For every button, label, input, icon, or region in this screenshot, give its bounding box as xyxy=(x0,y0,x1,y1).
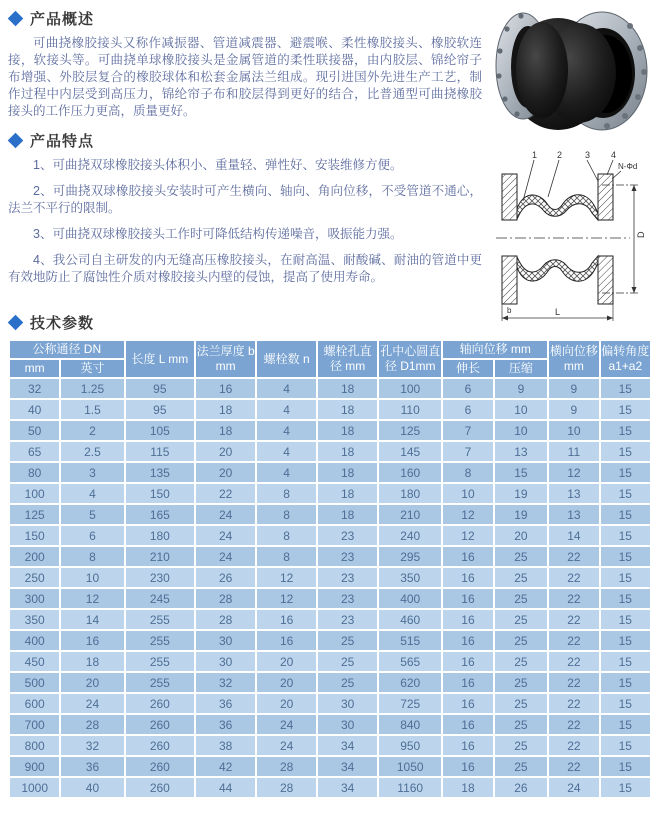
cell-hole-circle-dia: 515 xyxy=(378,630,442,651)
cell-dn-inch: 6 xyxy=(60,525,124,546)
cell-lateral: 9 xyxy=(548,399,599,420)
cell-bolt-count: 8 xyxy=(256,525,317,546)
cell-lateral: 12 xyxy=(548,462,599,483)
cell-flange-thickness: 30 xyxy=(195,630,256,651)
cell-flange-thickness: 22 xyxy=(195,483,256,504)
image-column xyxy=(490,6,652,317)
cell-axial-comp: 25 xyxy=(494,567,549,588)
cell-dn-mm: 40 xyxy=(9,399,60,420)
cell-lateral: 22 xyxy=(548,609,599,630)
cell-length: 255 xyxy=(125,630,196,651)
cell-lateral: 22 xyxy=(548,756,599,777)
cell-deflection: 15 xyxy=(600,588,651,609)
cell-dn-inch: 1.5 xyxy=(60,399,124,420)
feature-item: 4、我公司自主研发的内无缝高压橡胶接头，在耐高温、耐酸碱、耐油的管道中更有效地防止了腐蚀性介质对橡胶接头内壁的侵蚀，提高了使用寿命。 xyxy=(8,253,482,284)
table-body xyxy=(9,378,651,798)
diamond-bullet-icon xyxy=(8,315,24,331)
table-row xyxy=(9,672,651,693)
cell-bolt-hole-dia: 23 xyxy=(317,567,378,588)
diamond-bullet-icon xyxy=(8,11,24,27)
cell-axial-comp: 25 xyxy=(494,609,549,630)
cell-length: 260 xyxy=(125,714,196,735)
cell-flange-thickness: 28 xyxy=(195,588,256,609)
cell-deflection: 15 xyxy=(600,441,651,462)
drawing-bolt-label: N-Φd xyxy=(618,162,638,171)
cell-length: 105 xyxy=(125,420,196,441)
cell-hole-circle-dia: 725 xyxy=(378,693,442,714)
cell-axial-comp: 9 xyxy=(494,378,549,399)
cell-hole-circle-dia: 110 xyxy=(378,399,442,420)
header-axial-comp: 压缩 xyxy=(494,359,549,378)
drawing-dim-d: D xyxy=(636,231,646,238)
cell-dn-mm: 32 xyxy=(9,378,60,399)
table-row xyxy=(9,714,651,735)
cell-deflection: 15 xyxy=(600,651,651,672)
cell-bolt-count: 24 xyxy=(256,735,317,756)
cell-hole-circle-dia: 160 xyxy=(378,462,442,483)
cell-deflection: 15 xyxy=(600,525,651,546)
cell-dn-inch: 2 xyxy=(60,420,124,441)
cell-axial-comp: 25 xyxy=(494,693,549,714)
cell-length: 260 xyxy=(125,777,196,798)
cell-lateral: 22 xyxy=(548,588,599,609)
cell-length: 230 xyxy=(125,567,196,588)
cell-deflection: 15 xyxy=(600,399,651,420)
header-length: 长度 L mm xyxy=(125,340,196,378)
cell-bolt-hole-dia: 23 xyxy=(317,525,378,546)
cell-bolt-count: 4 xyxy=(256,420,317,441)
cell-deflection: 15 xyxy=(600,609,651,630)
table-row xyxy=(9,630,651,651)
cell-bolt-hole-dia: 23 xyxy=(317,546,378,567)
cell-hole-circle-dia: 210 xyxy=(378,504,442,525)
cell-axial-ext: 16 xyxy=(442,756,493,777)
cell-bolt-hole-dia: 18 xyxy=(317,441,378,462)
cell-deflection: 15 xyxy=(600,777,651,798)
technical-parameters-table xyxy=(8,339,652,799)
cell-lateral: 13 xyxy=(548,483,599,504)
table-row xyxy=(9,651,651,672)
cell-axial-ext: 16 xyxy=(442,609,493,630)
cell-axial-ext: 16 xyxy=(442,567,493,588)
cell-flange-thickness: 24 xyxy=(195,546,256,567)
cell-axial-ext: 16 xyxy=(442,714,493,735)
table-row xyxy=(9,399,651,420)
cell-lateral: 13 xyxy=(548,504,599,525)
cell-deflection: 15 xyxy=(600,672,651,693)
cell-bolt-hole-dia: 25 xyxy=(317,630,378,651)
cell-dn-mm: 1000 xyxy=(9,777,60,798)
cell-length: 150 xyxy=(125,483,196,504)
cell-flange-thickness: 24 xyxy=(195,504,256,525)
cell-axial-comp: 19 xyxy=(494,483,549,504)
cell-axial-ext: 18 xyxy=(442,777,493,798)
table-row xyxy=(9,378,651,399)
table-row xyxy=(9,504,651,525)
header-flange-thickness: 法兰厚度 b mm xyxy=(195,340,256,378)
cell-hole-circle-dia: 1050 xyxy=(378,756,442,777)
drawing-part-2: 2 xyxy=(557,150,563,160)
product-photo xyxy=(490,6,652,138)
cell-length: 255 xyxy=(125,609,196,630)
technical-drawing xyxy=(490,147,652,325)
cell-bolt-count: 4 xyxy=(256,378,317,399)
cell-dn-mm: 350 xyxy=(9,609,60,630)
cell-dn-mm: 300 xyxy=(9,588,60,609)
cell-deflection: 15 xyxy=(600,735,651,756)
cell-axial-ext: 7 xyxy=(442,441,493,462)
cell-flange-thickness: 20 xyxy=(195,462,256,483)
cell-length: 95 xyxy=(125,378,196,399)
cell-deflection: 15 xyxy=(600,546,651,567)
cell-axial-comp: 25 xyxy=(494,630,549,651)
cell-dn-inch: 24 xyxy=(60,693,124,714)
cell-dn-mm: 125 xyxy=(9,504,60,525)
cell-dn-inch: 16 xyxy=(60,630,124,651)
cell-bolt-hole-dia: 30 xyxy=(317,693,378,714)
cell-bolt-hole-dia: 25 xyxy=(317,672,378,693)
cell-axial-comp: 25 xyxy=(494,588,549,609)
header-axial-ext: 伸长 xyxy=(442,359,493,378)
cell-dn-inch: 1.25 xyxy=(60,378,124,399)
section-params-title: 技术参数 xyxy=(30,315,95,332)
cell-hole-circle-dia: 295 xyxy=(378,546,442,567)
cell-length: 180 xyxy=(125,525,196,546)
cell-axial-ext: 12 xyxy=(442,525,493,546)
cell-axial-comp: 25 xyxy=(494,714,549,735)
cell-axial-ext: 16 xyxy=(442,735,493,756)
cell-flange-thickness: 32 xyxy=(195,672,256,693)
cell-deflection: 15 xyxy=(600,756,651,777)
cell-flange-thickness: 20 xyxy=(195,441,256,462)
cell-axial-ext: 16 xyxy=(442,588,493,609)
cell-length: 260 xyxy=(125,735,196,756)
cell-hole-circle-dia: 125 xyxy=(378,420,442,441)
cell-flange-thickness: 30 xyxy=(195,651,256,672)
cell-bolt-hole-dia: 18 xyxy=(317,420,378,441)
cell-axial-ext: 16 xyxy=(442,630,493,651)
cell-bolt-count: 24 xyxy=(256,714,317,735)
top-area xyxy=(0,0,660,317)
cell-axial-comp: 10 xyxy=(494,420,549,441)
table-row xyxy=(9,546,651,567)
cell-dn-inch: 20 xyxy=(60,672,124,693)
cell-lateral: 22 xyxy=(548,714,599,735)
text-column xyxy=(8,6,490,310)
cell-axial-ext: 16 xyxy=(442,651,493,672)
table-row xyxy=(9,483,651,504)
cell-axial-ext: 6 xyxy=(442,378,493,399)
cell-dn-inch: 32 xyxy=(60,735,124,756)
cell-dn-inch: 40 xyxy=(60,777,124,798)
cell-deflection: 15 xyxy=(600,567,651,588)
cell-flange-thickness: 38 xyxy=(195,735,256,756)
cell-lateral: 22 xyxy=(548,735,599,756)
header-deflection: 偏转角度 a1+a2 xyxy=(600,340,651,378)
cell-length: 260 xyxy=(125,756,196,777)
cell-dn-mm: 200 xyxy=(9,546,60,567)
cell-dn-inch: 4 xyxy=(60,483,124,504)
features-list xyxy=(8,157,482,286)
overview-paragraph: 可曲挠橡胶接头又称作减振器、管道减震器、避震喉、柔性橡胶接头、橡胶软连接，软接头等。可曲挠单球橡胶接头是金属管道的柔性联接器，由内胶层、锦纶帘子布增强、外胶层复合的橡胶球体和松套金属法兰组成。现引进国外先进生产工艺，制作过程中内层受到高压力，锦纶帘子布和胶层得到更好的结合，比普通型可曲挠橡胶接头的工作压力更高，质量更好。 xyxy=(8,36,482,118)
cell-axial-comp: 13 xyxy=(494,441,549,462)
cell-bolt-count: 8 xyxy=(256,504,317,525)
cell-dn-inch: 12 xyxy=(60,588,124,609)
cell-deflection: 15 xyxy=(600,693,651,714)
cell-bolt-count: 20 xyxy=(256,651,317,672)
drawing-part-1: 1 xyxy=(532,150,538,160)
cell-axial-comp: 26 xyxy=(494,777,549,798)
cell-dn-mm: 250 xyxy=(9,567,60,588)
cell-length: 165 xyxy=(125,504,196,525)
drawing-dim-b: b xyxy=(507,306,512,315)
cell-axial-comp: 19 xyxy=(494,504,549,525)
cell-bolt-hole-dia: 34 xyxy=(317,756,378,777)
cell-lateral: 22 xyxy=(548,672,599,693)
cell-flange-thickness: 18 xyxy=(195,399,256,420)
cell-bolt-hole-dia: 34 xyxy=(317,777,378,798)
cell-bolt-hole-dia: 34 xyxy=(317,735,378,756)
feature-item: 3、可曲挠双球橡胶接头工作时可降低结构传递噪音，吸振能力强。 xyxy=(33,227,403,241)
cell-axial-ext: 7 xyxy=(442,420,493,441)
cell-flange-thickness: 24 xyxy=(195,525,256,546)
cell-flange-thickness: 26 xyxy=(195,567,256,588)
cell-axial-comp: 25 xyxy=(494,735,549,756)
cell-deflection: 15 xyxy=(600,378,651,399)
cell-deflection: 15 xyxy=(600,483,651,504)
cell-dn-inch: 10 xyxy=(60,567,124,588)
cell-dn-mm: 150 xyxy=(9,525,60,546)
header-hole-circle-dia: 孔中心圆直径 D1mm xyxy=(378,340,442,378)
cell-dn-mm: 700 xyxy=(9,714,60,735)
header-axial-group: 轴向位移 mm xyxy=(442,340,548,359)
cell-dn-mm: 100 xyxy=(9,483,60,504)
cell-hole-circle-dia: 620 xyxy=(378,672,442,693)
cell-deflection: 15 xyxy=(600,630,651,651)
cell-length: 255 xyxy=(125,672,196,693)
cell-bolt-count: 4 xyxy=(256,441,317,462)
cell-bolt-count: 8 xyxy=(256,483,317,504)
diamond-bullet-icon xyxy=(8,133,24,149)
cell-bolt-count: 16 xyxy=(256,609,317,630)
header-dn-mm: mm xyxy=(9,359,60,378)
table-row xyxy=(9,777,651,798)
cell-length: 210 xyxy=(125,546,196,567)
cell-hole-circle-dia: 1160 xyxy=(378,777,442,798)
cell-bolt-count: 4 xyxy=(256,399,317,420)
cell-axial-comp: 10 xyxy=(494,399,549,420)
section-overview-header xyxy=(8,8,482,29)
cell-deflection: 15 xyxy=(600,714,651,735)
cell-deflection: 15 xyxy=(600,462,651,483)
cell-axial-comp: 25 xyxy=(494,672,549,693)
cell-axial-comp: 25 xyxy=(494,756,549,777)
cell-bolt-hole-dia: 18 xyxy=(317,483,378,504)
cell-flange-thickness: 36 xyxy=(195,714,256,735)
cell-dn-inch: 2.5 xyxy=(60,441,124,462)
cell-bolt-count: 12 xyxy=(256,588,317,609)
cell-lateral: 22 xyxy=(548,693,599,714)
cell-flange-thickness: 16 xyxy=(195,378,256,399)
header-bolt-hole-dia: 螺栓孔直径 mm xyxy=(317,340,378,378)
cell-axial-comp: 25 xyxy=(494,651,549,672)
cell-hole-circle-dia: 460 xyxy=(378,609,442,630)
cell-bolt-hole-dia: 18 xyxy=(317,504,378,525)
cell-length: 255 xyxy=(125,651,196,672)
cell-bolt-count: 4 xyxy=(256,462,317,483)
cell-axial-comp: 25 xyxy=(494,546,549,567)
cell-lateral: 10 xyxy=(548,420,599,441)
drawing-part-3: 3 xyxy=(585,150,591,160)
cell-bolt-hole-dia: 18 xyxy=(317,462,378,483)
cell-axial-ext: 16 xyxy=(442,546,493,567)
header-dn-group: 公称通径 DN xyxy=(9,340,125,359)
cell-dn-mm: 450 xyxy=(9,651,60,672)
cell-lateral: 22 xyxy=(548,567,599,588)
cell-length: 135 xyxy=(125,462,196,483)
header-bolt-count: 螺栓数 n xyxy=(256,340,317,378)
cell-hole-circle-dia: 100 xyxy=(378,378,442,399)
cell-flange-thickness: 28 xyxy=(195,609,256,630)
table-row xyxy=(9,420,651,441)
cell-hole-circle-dia: 565 xyxy=(378,651,442,672)
cell-bolt-hole-dia: 30 xyxy=(317,714,378,735)
drawing-part-4: 4 xyxy=(611,150,617,160)
drawing-dim-l: L xyxy=(555,307,561,317)
cell-length: 245 xyxy=(125,588,196,609)
cell-dn-inch: 3 xyxy=(60,462,124,483)
cell-bolt-hole-dia: 23 xyxy=(317,588,378,609)
cell-bolt-count: 8 xyxy=(256,546,317,567)
cell-flange-thickness: 42 xyxy=(195,756,256,777)
cell-flange-thickness: 36 xyxy=(195,693,256,714)
cell-bolt-count: 20 xyxy=(256,693,317,714)
table-row xyxy=(9,567,651,588)
table-row xyxy=(9,588,651,609)
section-features-header xyxy=(8,130,482,151)
cell-bolt-count: 28 xyxy=(256,777,317,798)
cell-dn-inch: 5 xyxy=(60,504,124,525)
cell-hole-circle-dia: 350 xyxy=(378,567,442,588)
cell-bolt-count: 12 xyxy=(256,567,317,588)
cell-axial-ext: 8 xyxy=(442,462,493,483)
cell-axial-ext: 16 xyxy=(442,672,493,693)
cell-dn-mm: 500 xyxy=(9,672,60,693)
table-header xyxy=(9,340,651,378)
cell-bolt-hole-dia: 23 xyxy=(317,609,378,630)
cell-bolt-hole-dia: 25 xyxy=(317,651,378,672)
table-row xyxy=(9,735,651,756)
cell-axial-comp: 15 xyxy=(494,462,549,483)
header-lateral: 横向位移 mm xyxy=(548,340,599,378)
cell-lateral: 22 xyxy=(548,651,599,672)
cell-length: 115 xyxy=(125,441,196,462)
cell-length: 95 xyxy=(125,399,196,420)
cell-axial-ext: 16 xyxy=(442,693,493,714)
table-row xyxy=(9,609,651,630)
cell-lateral: 24 xyxy=(548,777,599,798)
cell-deflection: 15 xyxy=(600,420,651,441)
table-row xyxy=(9,525,651,546)
cell-hole-circle-dia: 840 xyxy=(378,714,442,735)
cell-lateral: 22 xyxy=(548,546,599,567)
cell-lateral: 9 xyxy=(548,378,599,399)
cell-dn-mm: 80 xyxy=(9,462,60,483)
cell-hole-circle-dia: 145 xyxy=(378,441,442,462)
section-overview-title: 产品概述 xyxy=(30,11,95,28)
cell-flange-thickness: 44 xyxy=(195,777,256,798)
cell-dn-inch: 14 xyxy=(60,609,124,630)
cell-dn-mm: 800 xyxy=(9,735,60,756)
table-row xyxy=(9,756,651,777)
cell-bolt-hole-dia: 18 xyxy=(317,399,378,420)
feature-item: 1、可曲挠双球橡胶接头体积小、重量轻、弹性好、安装维修方便。 xyxy=(33,158,403,172)
cell-hole-circle-dia: 240 xyxy=(378,525,442,546)
cell-hole-circle-dia: 180 xyxy=(378,483,442,504)
cell-lateral: 14 xyxy=(548,525,599,546)
header-dn-inch: 英寸 xyxy=(60,359,124,378)
cell-bolt-count: 16 xyxy=(256,630,317,651)
cell-hole-circle-dia: 400 xyxy=(378,588,442,609)
table-row xyxy=(9,693,651,714)
cell-axial-ext: 10 xyxy=(442,483,493,504)
cell-lateral: 11 xyxy=(548,441,599,462)
cell-dn-mm: 65 xyxy=(9,441,60,462)
cell-dn-inch: 18 xyxy=(60,651,124,672)
cell-axial-ext: 12 xyxy=(442,504,493,525)
cell-length: 260 xyxy=(125,693,196,714)
cell-bolt-count: 28 xyxy=(256,756,317,777)
cell-dn-inch: 8 xyxy=(60,546,124,567)
cell-dn-mm: 400 xyxy=(9,630,60,651)
cell-flange-thickness: 18 xyxy=(195,420,256,441)
feature-item: 2、可曲挠双球橡胶接头安装时可产生横向、轴向、角向位移，不受管道不通心，法兰不平行的限制。 xyxy=(8,184,482,215)
cell-dn-mm: 600 xyxy=(9,693,60,714)
cell-hole-circle-dia: 950 xyxy=(378,735,442,756)
cell-axial-comp: 20 xyxy=(494,525,549,546)
section-features-title: 产品特点 xyxy=(30,133,95,150)
table-row xyxy=(9,462,651,483)
table-row xyxy=(9,441,651,462)
cell-dn-mm: 50 xyxy=(9,420,60,441)
cell-bolt-count: 20 xyxy=(256,672,317,693)
cell-lateral: 22 xyxy=(548,630,599,651)
cell-deflection: 15 xyxy=(600,504,651,525)
cell-dn-inch: 28 xyxy=(60,714,124,735)
cell-dn-mm: 900 xyxy=(9,756,60,777)
cell-bolt-hole-dia: 18 xyxy=(317,378,378,399)
cell-axial-ext: 6 xyxy=(442,399,493,420)
cell-dn-inch: 36 xyxy=(60,756,124,777)
